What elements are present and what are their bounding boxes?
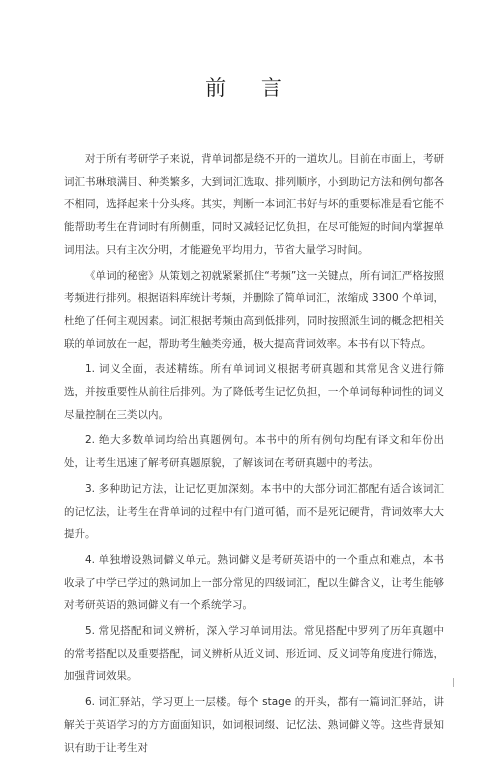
paragraph: 6. 词汇驿站，学习更上一层楼。每个 stage 的开头，都有一篇词汇驿站，讲解关于英语学习的方方面面知识，如词根词缀、记忆法、熟词僻义等。这些背景知识有助于让考生对 [64,696,444,754]
paragraph: 《单词的秘密》从策划之初就紧紧抓住“考频”这一关键点，所有词汇严格按照考频进行排列。根据语料库统计考频，并删除了简单词汇，浓缩成 3300 个单词，杜绝了任何主观因素。词汇根据考频由高到低排列，同时按照派生词的概念把相关联的单词放在一起，帮助考生触类旁通，极大提高背词效率。本书有以下特点。 [64,269,444,350]
paragraph: 5. 常见搭配和词义辨析，深入学习单词用法。常见搭配中罗列了历年真题中的常考搭配以及重要搭配，词义辨析从近义词、形近词、反义词等角度进行筛选，加强背词效果。 [64,625,444,683]
page-edge-mark [453,678,454,687]
paragraph: 2. 绝大多数单词均给出真题例句。本书中的所有例句均配有译文和年份出处，让考生迅速了解考研真题原貌，了解该词在考研真题中的考法。 [64,434,444,470]
paragraph: 3. 多种助记方法，让记忆更加深刻。本书中的大部分词汇都配有适合该词汇的记忆法，让考生在背单词的过程中有门道可循，而不是死记硬背，背词效率大大提升。 [64,482,444,541]
preface-body [64,148,444,762]
paragraph: 1. 词义全面，表述精练。所有单词词义根据考研真题和其常见含义进行筛选，并按重要性从前往后排列。为了降低考生记忆负担，一个单词每种词性的词义尽量控制在三类以内。 [64,363,444,421]
page-title: 前 言 [205,76,296,100]
paragraph: 对于所有考研学子来说，背单词都是绕不开的一道坎儿。目前在市面上，考研词汇书琳琅满目、种类繁多，大到词汇选取、排列顺序，小到助记方法和例句都各不相同，选择起来十分头疼。其实，判断一本词汇书好与坏的重要标准是看它能不能帮助考生在背词时有所侧重，同时又减轻记忆负担，在尽可能短的时间内掌握单词用法。只有主次分明，才能避免平均用力，节省大量学习时间。 [64,153,444,256]
paragraph: 4. 单独增设熟词僻义单元。熟词僻义是考研英语中的一个重点和难点，本书收录了中学已学过的熟词加上一部分常见的四级词汇，配以生僻含义，让考生能够对考研英语的熟词僻义有一个系统学习。 [64,553,444,612]
